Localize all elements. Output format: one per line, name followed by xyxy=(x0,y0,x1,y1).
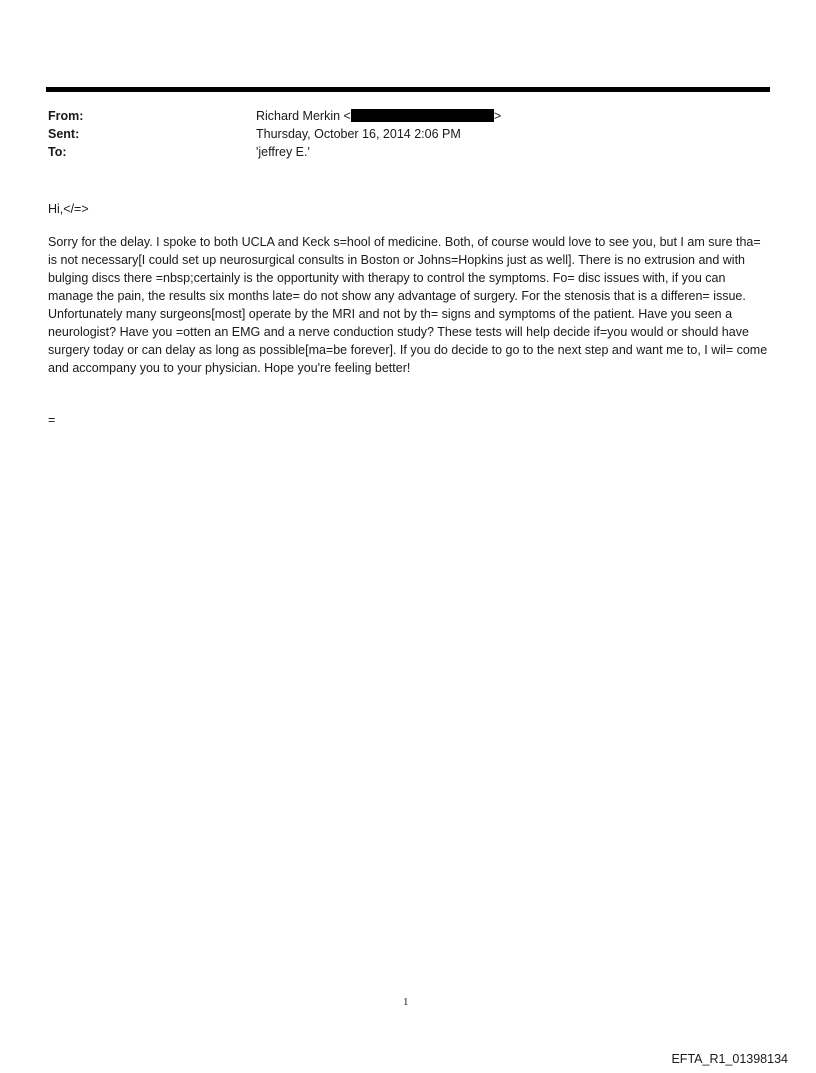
document-id: EFTA_R1_01398134 xyxy=(671,1052,788,1066)
header-divider xyxy=(46,87,770,92)
trailing-equals: = xyxy=(48,413,56,427)
greeting: Hi,</=> xyxy=(48,202,89,216)
to-label: To: xyxy=(48,145,67,159)
to-value: 'jeffrey E.' xyxy=(256,145,310,159)
from-close: > xyxy=(493,109,502,123)
from-name: Richard Merkin < xyxy=(256,109,351,123)
redaction-box xyxy=(351,109,494,122)
sent-value: Thursday, October 16, 2014 2:06 PM xyxy=(256,127,461,141)
from-label: From: xyxy=(48,109,84,123)
page-number: 1 xyxy=(403,996,409,1008)
sent-label: Sent: xyxy=(48,127,80,141)
email-body: Sorry for the delay. I spoke to both UCLA and Keck s=hool of medicine. Both, of course would love to see you, but I am sure tha= is not necessary[I could set up neurosurgical consults in Boston or Johns=Hopkins just as well]. There is no extrusion and with bulging discs there =nbsp;certainly is the opportunity with therapy to control the symptoms. Fo= disc issues with, if you can manage the pain, the results six months late= do not show any advantage of surgery. For the stenosis that is a differen= issue. Unfortunately many surgeons[most] operate by the MRI and not by th= signs and symptoms of the patient. Have you seen a neurologist? Have you =otten an EMG and a nerve conduction study? These tests will help decide if=you would or should have surgery today or can delay as long as possible[ma=be forever]. If you do decide to go to the next step and want me to, I wil= come and accompany you to your physician. Hope you're feeling better! xyxy=(48,235,768,375)
from-value xyxy=(256,109,501,123)
